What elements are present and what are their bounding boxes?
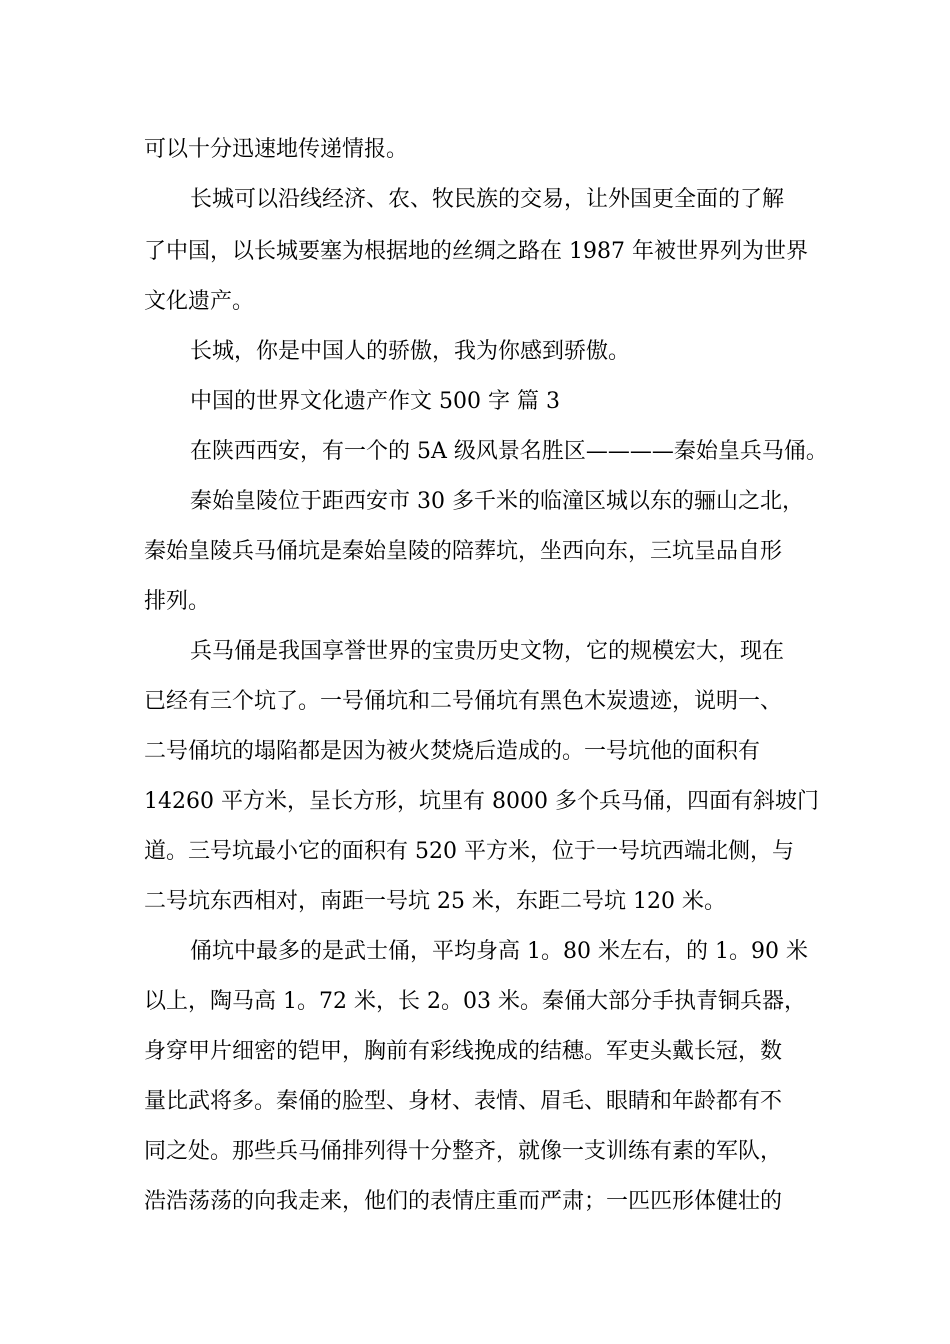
text-line: 了中国，以长城要塞为根据地的丝绸之路在 1987 年被世界列为世界 xyxy=(144,239,808,264)
text-line: 14260 平方米，呈长方形，坑里有 8000 多个兵马俑，四面有斜坡门 xyxy=(144,789,819,814)
text-line: 道。三号坑最小它的面积有 520 平方米，位于一号坑西端北侧，与 xyxy=(144,839,794,864)
text-line: 可以十分迅速地传递情报。 xyxy=(144,137,409,162)
paragraph-line: 俑坑中最多的是武士俑，平均身高 1。80 米左右，的 1。90 米 xyxy=(190,939,808,964)
paragraph-line: 兵马俑是我国享誉世界的宝贵历史文物，它的规模宏大，现在 xyxy=(190,639,785,664)
paragraph-line: 在陕西西安，有一个的 5A 级风景名胜区————秦始皇兵马俑。 xyxy=(190,439,828,464)
text-line: 二号俑坑的塌陷都是因为被火焚烧后造成的。一号坑他的面积有 xyxy=(144,739,761,764)
text-line: 秦始皇陵兵马俑坑是秦始皇陵的陪葬坑，坐西向东，三坑呈品自形 xyxy=(144,539,783,564)
text-line: 身穿甲片细密的铠甲，胸前有彩线挽成的结穗。军吏头戴长冠，数 xyxy=(144,1039,783,1064)
paragraph-line: 秦始皇陵位于距西安市 30 多千米的临潼区城以东的骊山之北， xyxy=(190,489,804,514)
section-heading: 中国的世界文化遗产作文 500 字 篇 3 xyxy=(190,389,560,414)
paragraph-line: 长城，你是中国人的骄傲，我为你感到骄傲。 xyxy=(190,339,631,364)
paragraph-line: 长城可以沿线经济、农、牧民族的交易，让外国更全面的了解 xyxy=(190,187,785,212)
text-line: 同之处。那些兵马俑排列得十分整齐，就像一支训练有素的军队， xyxy=(144,1139,783,1164)
text-line: 以上，陶马高 1。72 米，长 2。03 米。秦俑大部分手执青铜兵器， xyxy=(144,989,806,1014)
text-line: 量比武将多。秦俑的脸型、身材、表情、眉毛、眼睛和年龄都有不 xyxy=(144,1089,783,1114)
text-line: 浩浩荡荡的向我走来，他们的表情庄重而严肃；一匹匹形体健壮的 xyxy=(144,1189,783,1214)
text-line: 二号坑东西相对，南距一号坑 25 米，东距二号坑 120 米。 xyxy=(144,889,726,914)
text-line: 排列。 xyxy=(144,589,211,614)
text-line: 文化遗产。 xyxy=(144,289,255,314)
text-line: 已经有三个坑了。一号俑坑和二号俑坑有黑色木炭遗迹，说明一、 xyxy=(144,689,783,714)
